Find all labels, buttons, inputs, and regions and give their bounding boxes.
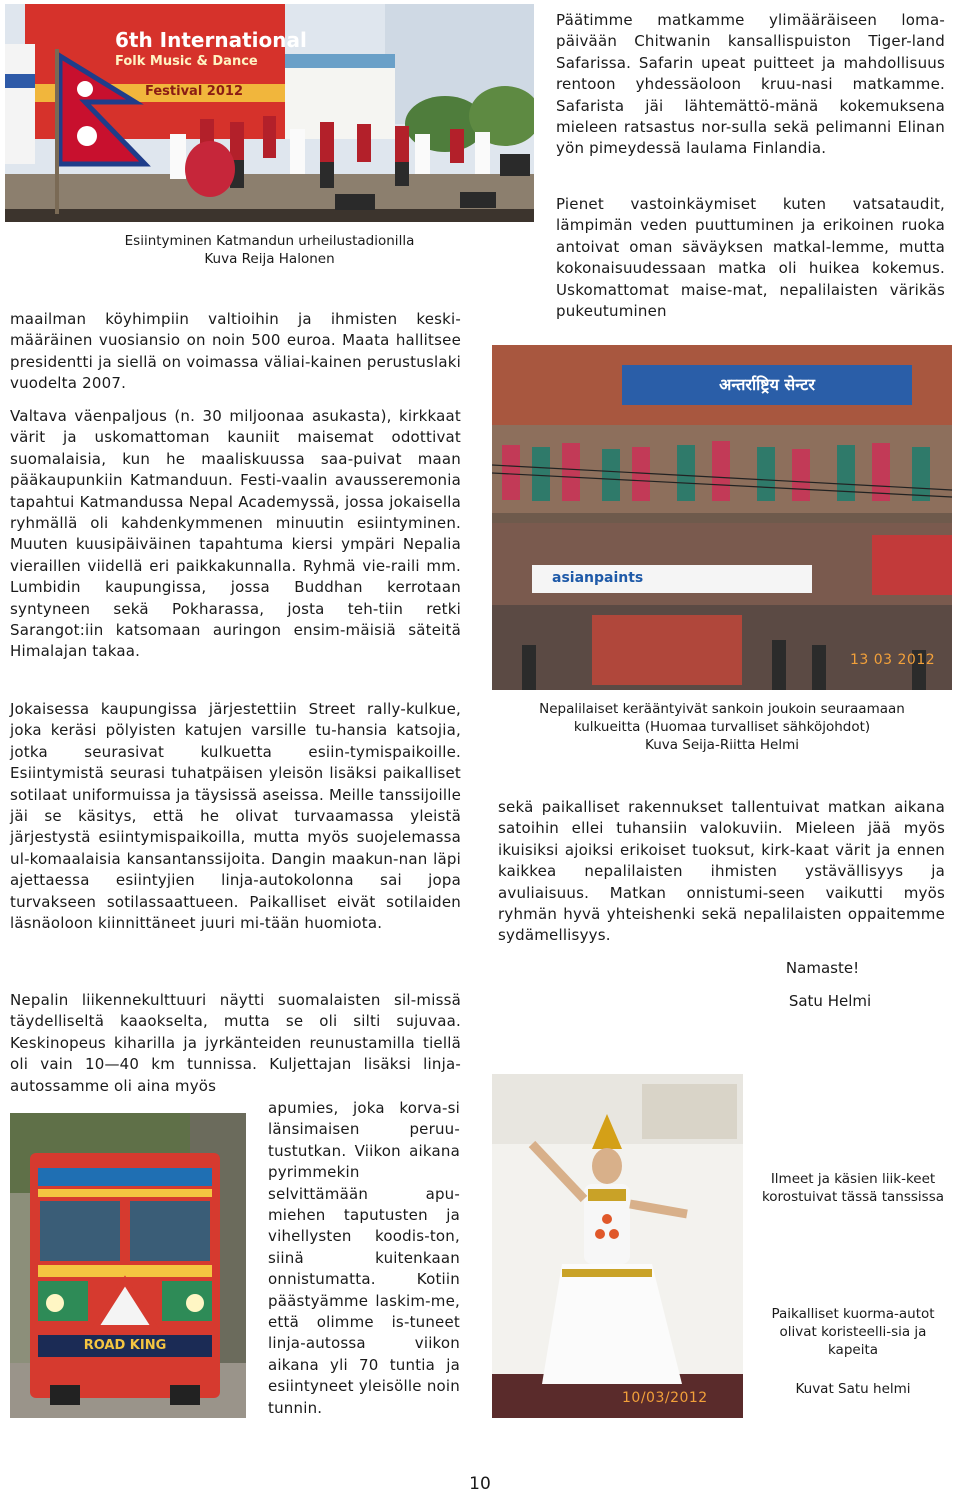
crowd-caption-line-2: kulkueitta (Huomaa turvalliset sähköjohdot) [573,719,871,735]
festival-caption-line-1: Esiintyminen Katmandun urheilustadionilla [124,233,415,249]
banner-line-3: Festival 2012 [145,84,243,99]
left-paragraph-1: maailman köyhimpiin valtioihin ja ihmisten keski-määräinen vuosiansio on noin 500 euroa. Maata hallitsee presidentti ja siellä on voimassa väliai-kainen perustuslaki vuodelta 2007. [10,310,461,393]
dancer-photo [492,1074,743,1418]
dancer-date-stamp: 10/03/2012 [622,1390,708,1406]
festival-photo [5,4,534,222]
left-paragraph-2: Valtava väenpaljous (n. 30 miljoonaa asukasta), kirkkaat värit ja uskomattoman kauniit maisemat odottivat suomalaisia, kun he maaliskuussa saa-puivat maan pääkaupunkiin Katmanduun. Festi-vaalin avausseremonia tapahtui Katmandussa Nepal Academyssä, jossa jokaisella ryhmällä oli kahdenkymmenen minuutin esiintyminen. Muuten kuusipäiväinen tapahtuma kiersi ympäri Nepalia vieraillen viidellä eri paikkakunnalla. Ryhmä vie-raili mm. Lumbidin kaupungissa, jossa Buddhan kerrotaan syntyneen sekä Pokharassa, josta teh-tiin retki Sarangot:iin katsomaan auringon ensim-mäisiä säteitä Himalajan takaa. [10,407,461,661]
crowd-brand-text: asianpaints [552,570,644,586]
greeting: Namaste! [785,959,860,977]
left-paragraph-3: Jokaisessa kaupungissa järjestettiin Street rally-kulkue, joka keräsi pölyisten katujen varsille tu-hansia katsojia, jotka seurasivat kulkuetta esiin-tymispaikoille. Esiintymistä seurasi tuhatpäisen yleisön lisäksi paikalliset sotilaat uniformuissa ja täysissä aseissa. Meille tanssijoille jäi se käsitys, että he olivat turvaamassa yleistä järjestystä esiintymispaikoilla, mutta myös suojelemassa ul-komaalaisia kansantanssijoita. Dangin maakun-nan läpi ajettaessa esiintyjien linja-autokolonna sai jopa turvakseen sotilassaattueen. Paikalliset eivät sotilaiden läsnäoloon kiinnittäneet juuri mi-tään huomiota. [10,700,461,933]
right-paragraph-1: Päätimme matkamme ylimääräiseen loma-päivään Chitwanin kansallispuiston Tiger-land Safarissa. Safarin upeat puitteet ja mahdollisuus rentoon yhdessäoloon kruu-nasi matkamme. Safarista jäi lähtemättö-mänä kokemuksena mieleen ratsastus nor-sulla sekä pelimanni Elinan yön pimeydessä laulama Finlandia. [556,11,945,158]
crowd-caption-line-1: Nepalilaiset kerääntyivät sankoin joukoin seuraamaan [539,701,905,717]
crowd-caption [492,700,952,754]
page-number: 10 [469,1474,491,1494]
left-paragraph-4-wrap: apumies, joka korva-si länsimaisen peruu-tustutkan. Viikon aikana pyrimmekin selvittämään apu-miehen taputusten ja vihellysten koodis-ton, siinä kuitenkaan onnistumatta. Kotiin päästyämme laskim-me, että olimme is-tuneet linja-autossa viikon aikana yli 70 tuntia ja esiintyneet yleisölle noin tunnin. [268,1099,460,1417]
crowd-date-stamp: 13 03 2012 [850,652,936,668]
truck-caption: Paikalliset kuorma-autot olivat koristeelli-sia ja kapeita [771,1306,935,1358]
festival-caption-line-2: Kuva Reija Halonen [204,251,335,267]
truck-plate-text: ROAD KING [83,1338,167,1353]
right-paragraph-3: sekä paikalliset rakennukset tallentuivat matkan aikana satoihin ellei tuhansiin valokuviin. Mieleen jää myös ikuisiksi ajoiksi erikoiset tuoksut, kirk-kaat värit ja ennen kaikkea nepalilaisten ihmisten ystävällisyys ja avuliaisuus. Matkan onnistumi-seen vaikutti myös ryhmän hyvä yhteishenki sekä nepalilaisten oppaitemme sydämellisyys. [498,798,945,945]
crowd-caption-line-3: Kuva Seija-Riitta Helmi [645,737,799,753]
photo-credit: Kuvat Satu helmi [795,1381,911,1397]
banner-line-1: 6th International [115,28,307,52]
right-paragraph-2: Pienet vastoinkäymiset kuten vatsataudit, lämpimän veden puuttuminen ja erikoinen ruoka antoivat oman säväyksen matkal-lemme, mutta kokonaisuudessaan matka oli huikea kokemus. Uskomattomat maise-mat, nepalilaisten värikäs pukeutuminen [556,195,945,321]
dancer-caption: Ilmeet ja käsien liik-keet korostuivat tässä tanssissa [761,1171,945,1205]
crowd-sign-text: अन्तर्राष्ट्रिय सेन्टर [719,375,815,394]
festival-caption [5,232,534,268]
signature: Satu Helmi [788,992,872,1010]
crowd-photo [492,345,952,690]
left-paragraph-4: Nepalin liikennekulttuuri näytti suomalaisten sil-missä täydelliseltä kaaokselta, mutta se oli silti sujuvaa. Keskinopeus kiharilla ja jyrkänteiden reunustamilla tiellä oli vain 10—40 km tunnissa. Kuljettajan lisäksi linja-autossamme oli aina myös [10,991,461,1095]
truck-photo [10,1113,246,1418]
banner-line-2: Folk Music & Dance [115,54,258,69]
